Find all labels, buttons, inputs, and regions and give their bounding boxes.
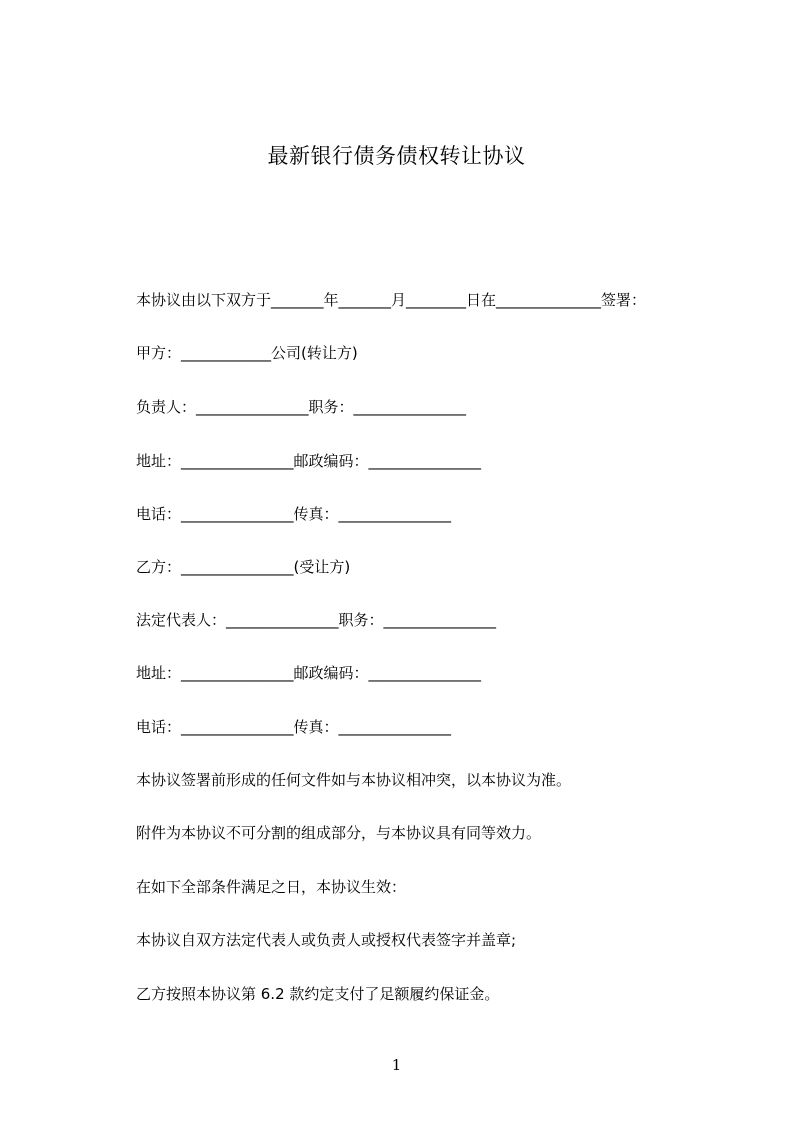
document-title: 最新银行债务债权转让协议 [267,144,526,168]
signing-date-line: 本协议由以下双方于_______年_______月________日在______________签署： [136,291,647,309]
page-number: 1 [391,1056,402,1074]
party-a-phone-line: 电话：_______________传真：_______________ [136,505,452,523]
party-a-address-line: 地址：_______________邮政编码：_______________ [136,452,482,470]
party-b-line: 乙方：_______________(受让方) [136,558,351,576]
party-a-principal-line: 负责人：_______________职务：_______________ [136,398,467,416]
paragraph-condition-deposit: 乙方按照本协议第 6.2 款约定支付了足额履约保证金。 [136,985,500,1003]
party-b-representative-line: 法定代表人：_______________职务：_______________ [136,611,497,629]
paragraph-precedence: 本协议签署前形成的任何文件如与本协议相冲突，以本协议为准。 [136,771,572,789]
party-a-line: 甲方：____________公司(转让方) [136,344,358,362]
party-b-phone-line: 电话：_______________传真：_______________ [136,718,452,736]
party-b-address-line: 地址：_______________邮政编码：_______________ [136,664,482,682]
paragraph-condition-signature: 本协议自双方法定代表人或负责人或授权代表签字并盖章; [136,931,517,949]
paragraph-effective-conditions: 在如下全部条件满足之日，本协议生效： [136,878,407,896]
paragraph-attachments: 附件为本协议不可分割的组成部分，与本协议具有同等效力。 [136,824,542,842]
